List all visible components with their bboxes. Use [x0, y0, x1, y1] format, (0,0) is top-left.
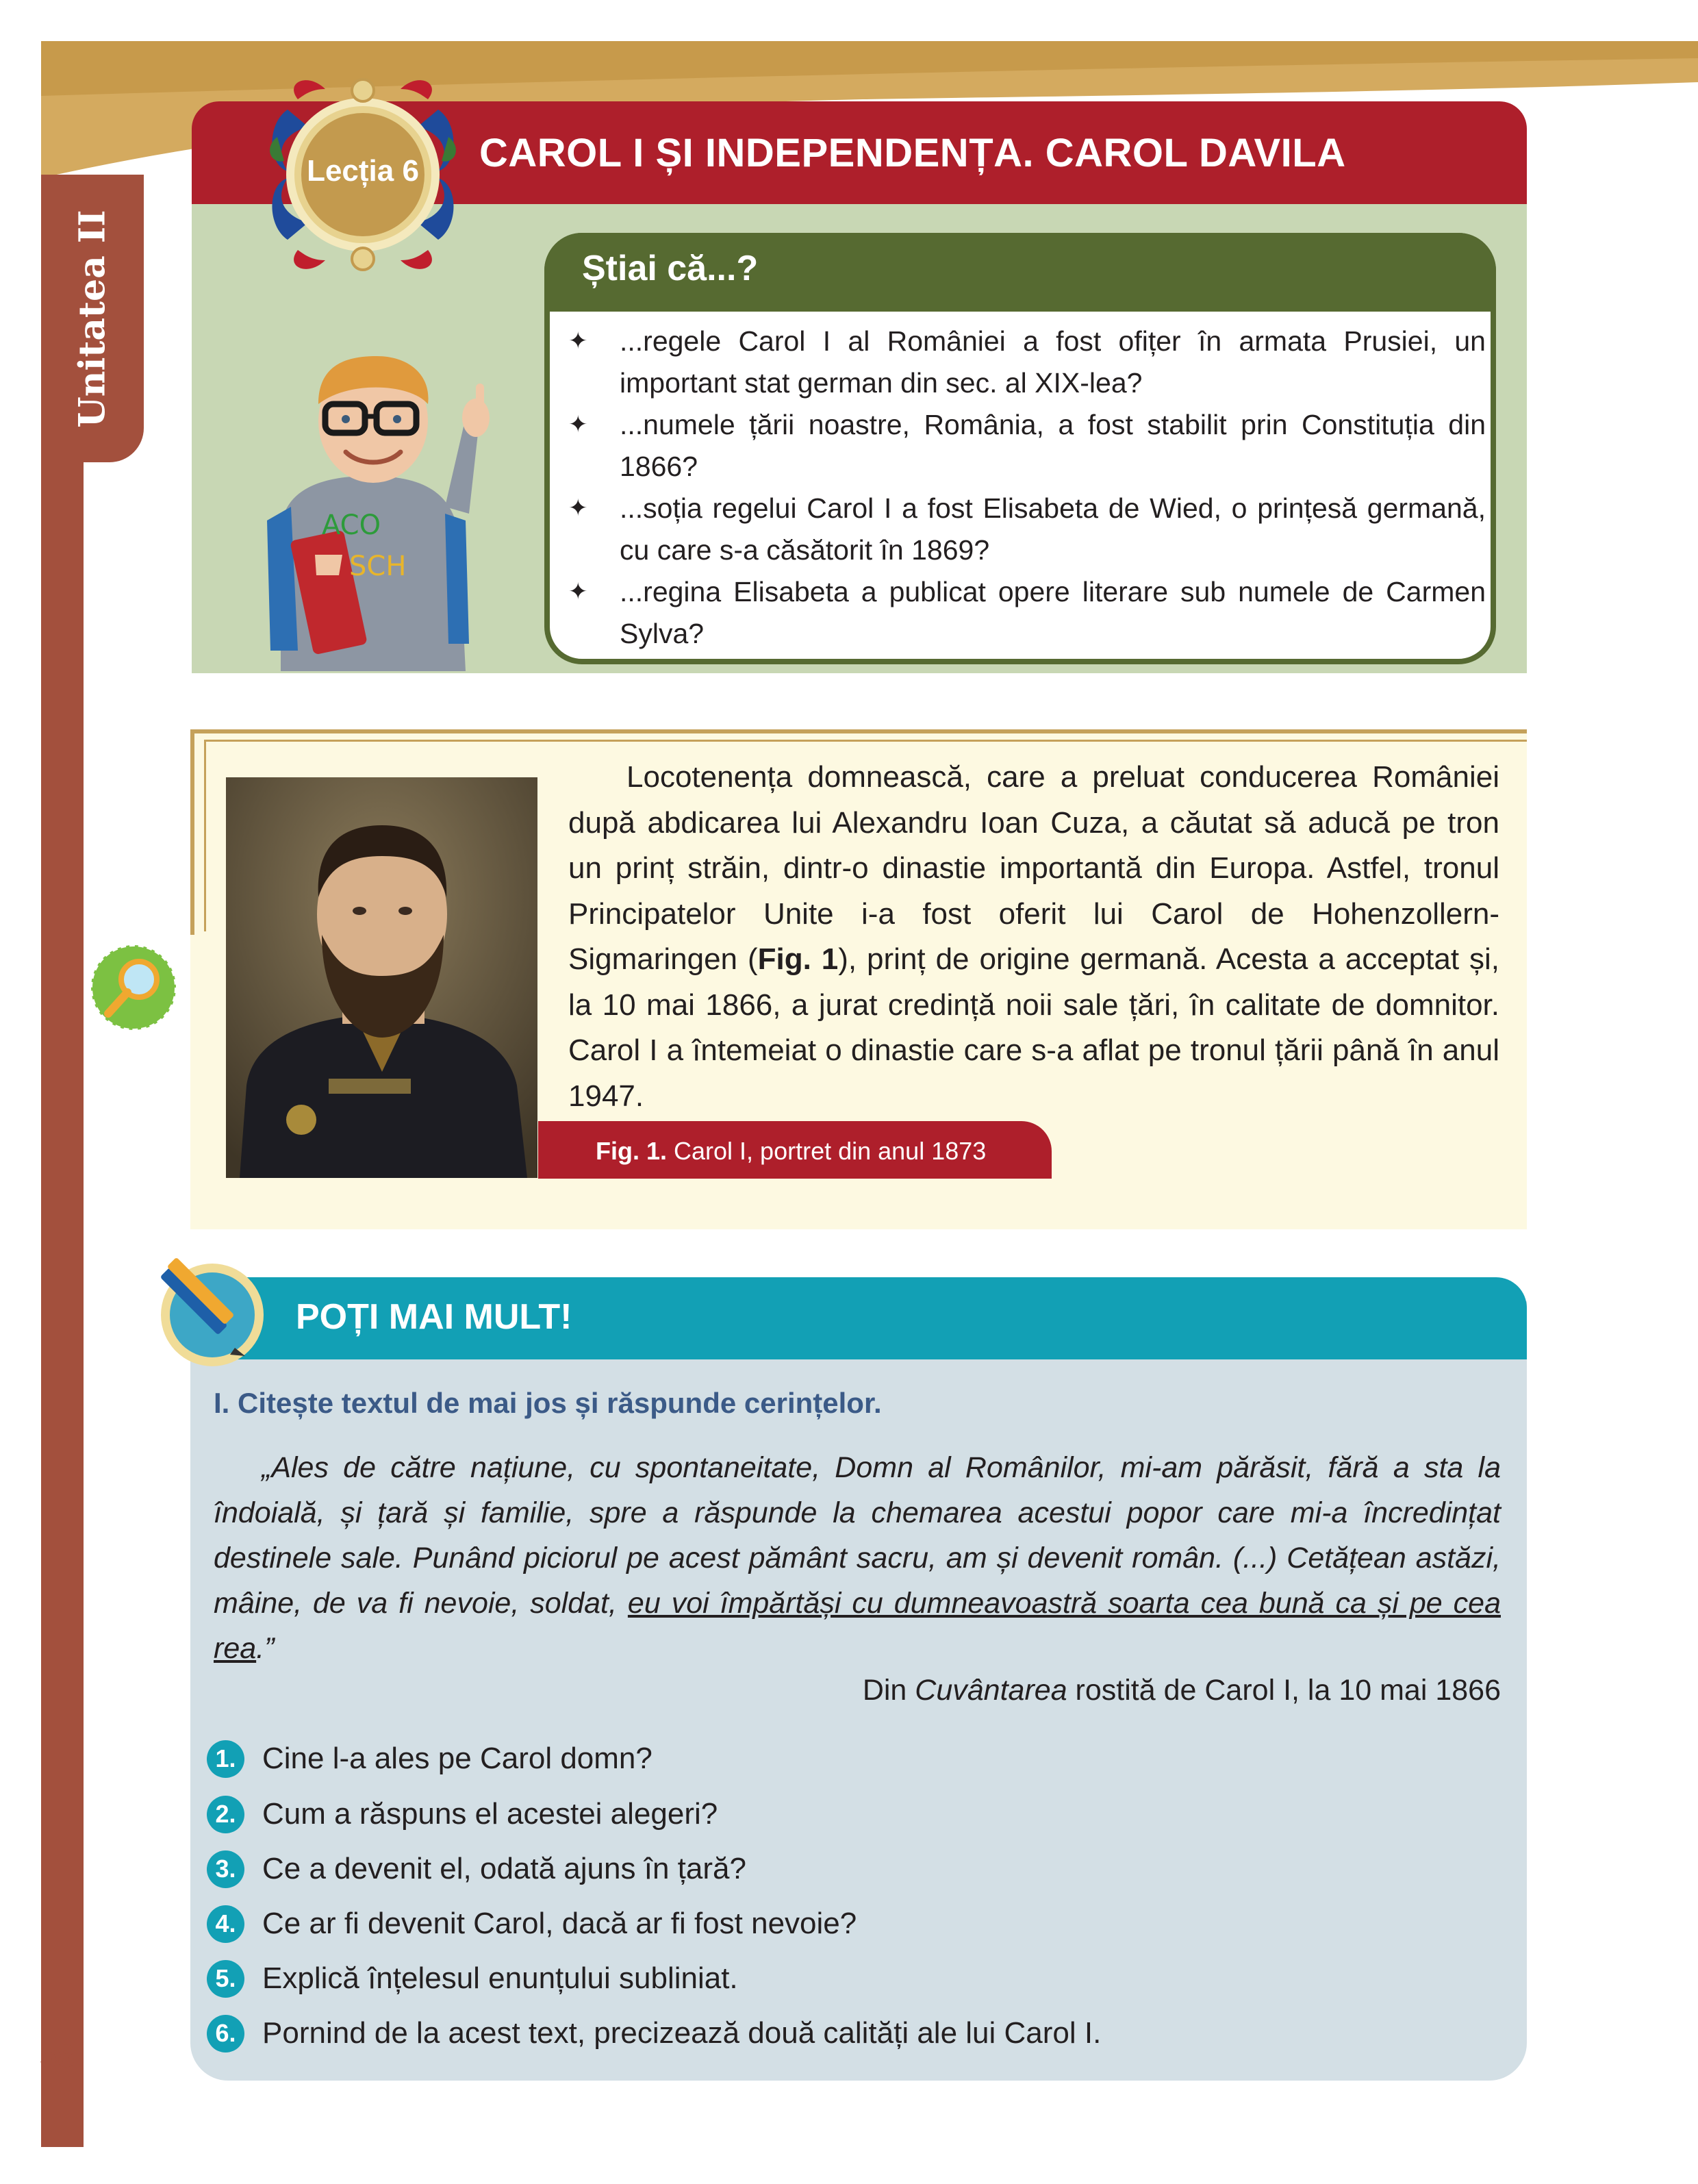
star-bullet-icon: ✦ [568, 579, 588, 605]
star-bullet-icon: ✦ [568, 328, 588, 354]
boy-with-glasses-illustration [240, 329, 500, 671]
star-bullet-icon: ✦ [568, 495, 588, 521]
reading-top-border [190, 729, 1527, 733]
did-you-know-item: ✦ ...numele țării noastre, România, a fost stabilit prin Constituția din 1866? [568, 404, 1486, 488]
reading-left-border [190, 729, 194, 935]
lesson-number-badge: Lecția 6 [307, 154, 419, 188]
did-you-know-title: Știai că...? [582, 249, 759, 288]
reading-top-border-inner [204, 740, 1527, 742]
question-item: 1. Cine l-a ales pe Carol domn? [207, 1737, 652, 1780]
question-number: 2. [207, 1796, 244, 1833]
quote-source: Din Cuvântarea rostită de Carol I, la 10 mai 1866 [862, 1674, 1501, 1707]
star-bullet-icon: ✦ [568, 412, 588, 438]
question-item: 2. Cum a răspuns el acestei alegeri? [207, 1793, 718, 1835]
reading-left-border-inner [204, 740, 206, 931]
underlined-statement: eu voi împărtăși cu dumneavoastră soarta cea bună ca și pe cea rea [214, 1587, 1501, 1665]
question-number: 1. [207, 1740, 244, 1778]
quote-text: „Ales de către națiune, cu spontaneitate, Domn al Românilor, mi-am părăsit, fără a sta la îndoială, și țară și familie, spre a răspunde la chemarea acestui popor care mi-a încredințat destinele sale. Punând piciorul pe acest pământ sacru, am și devenit român. (...) Cetățean astăzi, mâine, de va fi nevoie, soldat, eu voi împărtăși cu dumneavoastră soarta cea bună ca și pe cea rea.” [214, 1451, 1501, 1665]
did-you-know-item: ✦ ...regina Elisabeta a publicat opere literare sub numele de Carmen Sylva? [568, 571, 1486, 655]
fig-ref: Fig. 1 [757, 942, 839, 976]
page-number: 58 [40, 2038, 75, 2074]
question-number: 5. [207, 1960, 244, 1998]
magnifier-icon [88, 942, 180, 1034]
figure-caption: Fig. 1. Carol I, portret din anul 1873 [596, 1137, 987, 1165]
unit-label: Unitatea II [71, 209, 114, 428]
question-item: 3. Ce a devenit el, odată ajuns în țară? [207, 1848, 746, 1890]
svg-text:SCH: SCH [349, 551, 407, 582]
svg-text:ACO: ACO [322, 510, 381, 541]
pencil-icon [149, 1246, 269, 1373]
carol-i-portrait-image [226, 777, 537, 1178]
task-instruction: I. Citește textul de mai jos și răspunde cerințelor. [214, 1387, 882, 1419]
did-you-know-item: ✦ ...soția regelui Carol I a fost Elisabeta de Wied, o prințesă germană, cu care s-a căsătorit în 1869? [568, 488, 1486, 571]
question-item: 5. Explică înțelesul enunțului subliniat. [207, 1957, 738, 2000]
did-you-know-item: ✦ ...regele Carol I al României a fost ofițer în armata Prusiei, un important stat german din sec. al XIX-lea? [568, 321, 1486, 404]
question-item: 6. Pornind de la acest text, precizează două calități ale lui Carol I. [207, 2012, 1101, 2055]
question-item: 4. Ce ar fi devenit Carol, dacă ar fi fost nevoie? [207, 1903, 857, 1945]
question-number: 3. [207, 1850, 244, 1888]
question-number: 4. [207, 1905, 244, 1943]
left-margin-strip [41, 175, 84, 2147]
lesson-title: CAROL I ȘI INDEPENDENȚA. CAROL DAVILA [479, 131, 1346, 175]
reading-paragraph: Locotenența domnească, care a preluat conducerea României după abdicarea lui Alexandru Ioan Cuza, a căutat să aducă pe tron un prinț străin, dintr-o dinastie importantă din Europa. Astfel, tronul Principatelor Unite i-a fost oferit lui Carol de Hohenzollern-Sigmaringen (Fig. 1), prinț de origine germană. Acesta a acceptat și, la 10 mai 1866, a jurat credință noii sale țări, în calitate de domnitor. Carol I a întemeiat o dinastie care s-a aflat pe tronul țării până în anul 1947. [568, 760, 1499, 1113]
exercise-header-title: POȚI MAI MULT! [296, 1297, 572, 1337]
question-number: 6. [207, 2015, 244, 2053]
